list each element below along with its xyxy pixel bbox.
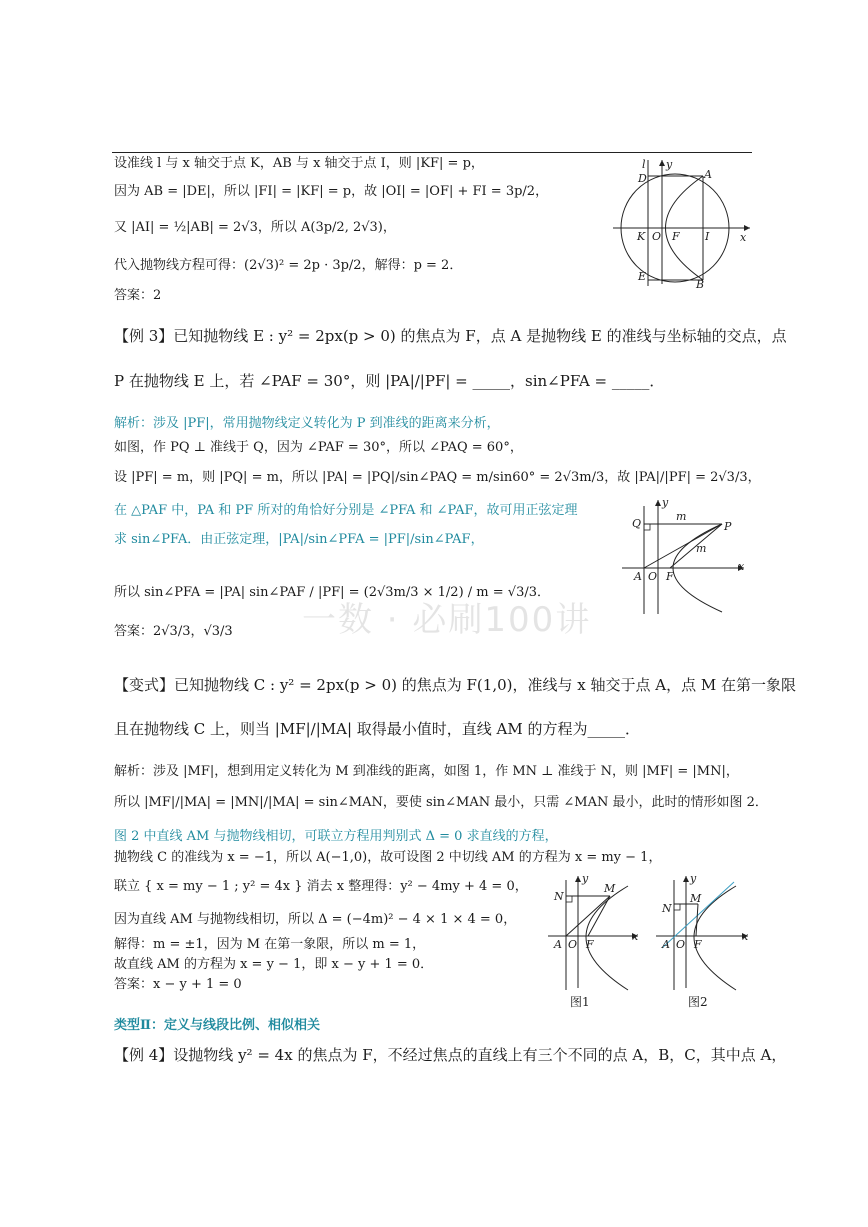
answer-line: 答案：2: [114, 288, 162, 303]
label-E: E: [638, 270, 647, 283]
solution-line: 因为直线 AM 与抛物线相切，所以 Δ = (−4m)² − 4 × 1 × 4 = 0，: [114, 912, 517, 927]
example4-question: 【例 4】设抛物线 y² = 4x 的焦点为 F，不经过焦点的直线上有三个不同的点 A，B，C，其中点 A，: [114, 1046, 787, 1064]
solution-line: 所以 |MF|/|MA| = |MN|/|MA| = sin∠MAN，要使 sin∠MAN 最小，只需 ∠MAN 最小，此时的情形如图 2．: [114, 795, 768, 810]
label-B: B: [696, 278, 705, 291]
label-A: A: [662, 938, 670, 951]
figure-circle-parabola: [608, 156, 758, 290]
top-divider: [112, 152, 752, 153]
variant-question: 【变式】已知抛物线 C : y² = 2px(p > 0) 的焦点为 F(1,0)，准线与 x 轴交于点 A，点 M 在第一象限: [114, 676, 796, 694]
solution-line: 设 |PF| = m，则 |PQ| = m，所以 |PA| = |PQ|/sin∠PAQ = m/sin60° = 2√3m/3，故 |PA|/|PF| = 2√3/3，: [114, 470, 761, 485]
watermark: 一数 · 必刷100讲: [302, 600, 592, 640]
label-D: D: [638, 172, 647, 185]
solution-line: 又 |AI| = ½|AB| = 2√3，所以 A(3p/2, 2√3)，: [114, 220, 396, 235]
solution-line: 解析：涉及 |PF|，常用抛物线定义转化为 P 到准线的距离来分析，: [114, 416, 500, 431]
figure-variant-1: [544, 872, 644, 1012]
solution-line: 图 2 中直线 AM 与抛物线相切，可联立方程用判别式 Δ = 0 求直线的方程，: [114, 829, 558, 844]
label-N: N: [554, 890, 564, 903]
solution-line: 解析：涉及 |MF|，想到用定义转化为 M 到准线的距离，如图 1，作 MN ⊥ 准线于 N，则 |MF| = |MN|，: [114, 764, 739, 779]
label-Q: Q: [632, 517, 642, 530]
label-K: K: [637, 230, 646, 243]
label-x: x: [740, 231, 747, 244]
solution-line: 求 sin∠PFA．由正弦定理，|PA|/sin∠PFA = |PF|/sin∠PAF，: [114, 532, 484, 547]
solution-line: 代入抛物线方程可得：(2√3)² = 2p · 3p/2，解得：p = 2．: [114, 258, 463, 273]
answer-line: 答案：2√3/3，√3/3: [114, 624, 233, 639]
variant-question: 且在抛物线 C 上，则当 |MF|/|MA| 取得最小值时，直线 AM 的方程为_____．: [114, 720, 641, 738]
solution-line: 所以 sin∠PFA = |PA| sin∠PAF / |PF| = (2√3m/3 × 1/2) / m = √3/3．: [114, 585, 550, 600]
solution-line: 如图，作 PQ ⊥ 准线于 Q，因为 ∠PAF = 30°，所以 ∠PAQ = 60°，: [114, 440, 523, 455]
solution-line: 解得：m = ±1，因为 M 在第一象限，所以 m = 1，: [114, 937, 426, 952]
example3-question: P 在抛物线 E 上，若 ∠PAF = 30°，则 |PA|/|PF| = _____，sin∠PFA = _____．: [114, 372, 665, 390]
figure-parabola-PQ: [620, 496, 750, 618]
answer-line: 答案：x − y + 1 = 0: [114, 977, 242, 992]
label-m: m: [676, 510, 687, 523]
label-F: F: [666, 570, 674, 583]
label-O: O: [676, 938, 686, 951]
label-A: A: [554, 938, 562, 951]
solution-line: 设准线 l 与 x 轴交于点 K，AB 与 x 轴交于点 I，则 |KF| = p，: [114, 156, 484, 171]
label-M: M: [604, 882, 616, 895]
figure-caption: 图2: [688, 995, 708, 1009]
figure-caption: 图1: [570, 995, 590, 1009]
label-m: m: [696, 542, 707, 555]
example3-question: 【例 3】已知抛物线 E : y² = 2px(p > 0) 的焦点为 F，点 A 是抛物线 E 的准线与坐标轴的交点，点: [114, 327, 787, 345]
label-y: y: [690, 872, 697, 885]
label-O: O: [568, 938, 578, 951]
solution-line: 抛物线 C 的准线为 x = −1，所以 A(−1,0)，故可设图 2 中切线 AM 的方程为 x = my − 1，: [114, 850, 662, 865]
label-F: F: [672, 230, 680, 243]
figure-variant-2: [652, 872, 756, 1012]
label-F: F: [586, 938, 594, 951]
solution-line: 故直线 AM 的方程为 x = y − 1，即 x − y + 1 = 0．: [114, 957, 434, 972]
label-O: O: [648, 570, 658, 583]
label-M: M: [690, 892, 702, 905]
section-heading: 类型Ⅱ：定义与线段比例、相似相关: [114, 1018, 320, 1033]
label-O: O: [652, 230, 662, 243]
label-l: l: [642, 158, 646, 171]
label-x: x: [632, 930, 639, 943]
label-y: y: [662, 496, 669, 509]
label-y: y: [666, 158, 673, 171]
solution-line: 联立 { x = my − 1 ; y² = 4x } 消去 x 整理得：y² − 4my + 4 = 0，: [114, 879, 528, 894]
label-F: F: [694, 938, 702, 951]
label-N: N: [662, 902, 672, 915]
label-A: A: [704, 168, 712, 181]
label-I: I: [705, 230, 710, 243]
solution-line: 因为 AB = |DE|，所以 |FI| = |KF| = p，故 |OI| = |OF| + FI = 3p/2，: [114, 184, 549, 199]
label-A: A: [634, 570, 642, 583]
solution-line: 在 △PAF 中，PA 和 PF 所对的角恰好分别是 ∠PFA 和 ∠PAF，故可用正弦定理: [114, 503, 578, 518]
label-P: P: [724, 520, 732, 533]
label-x: x: [742, 930, 749, 943]
label-x: x: [738, 560, 745, 573]
label-y: y: [582, 872, 589, 885]
